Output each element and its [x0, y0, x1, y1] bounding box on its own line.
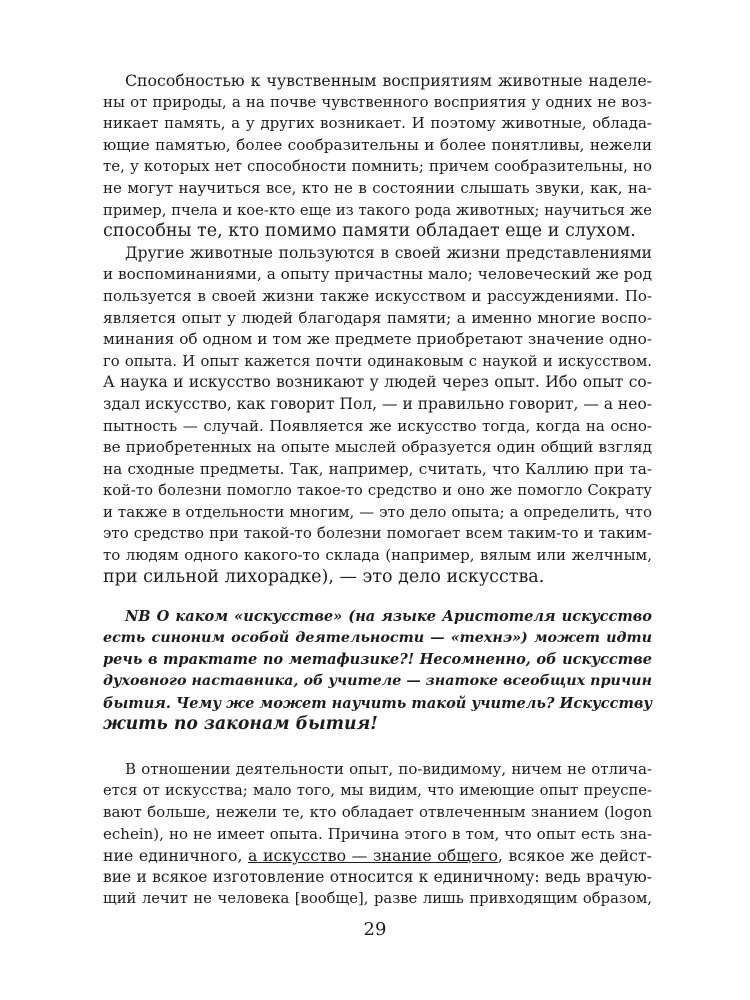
text-line: способны те, кто помимо памяти обладает еще и слухом.	[103, 221, 636, 242]
text-line: щий лечит не человека [вообще], разве лишь привходящим образом,	[103, 890, 652, 908]
text-line	[103, 845, 652, 867]
text-line: и также в отдельности многим, — это дело опыта; а определить, что	[103, 502, 652, 521]
text-line: на сходные предметы. Так, например, считать, что Каллию при та-	[103, 459, 652, 478]
note-line: NB О каком «искусстве» (на языке Аристотеля искусство	[125, 608, 652, 626]
text-segment: ние единичного,	[103, 846, 249, 866]
text-line: кой-то болезни помогло такое-то средство и оно же помогло Сократу	[103, 482, 652, 500]
note-line: жить по законам бытия!	[103, 714, 378, 735]
note-line: речь в трактате по метафизике?! Несомненно, об искусстве	[103, 651, 652, 669]
text-line: не могут научиться все, кто не в состоянии слышать звуки, как, на-	[103, 178, 652, 197]
paragraph-1	[103, 70, 652, 243]
text-line: ется от искусства; мало того, мы видим, что имеющие опыт преуспе-	[103, 782, 652, 800]
text-line: В отношении деятельности опыт, по-видимому, ничем не отлича-	[125, 759, 652, 778]
text-line: минания об одном и том же предмете приобретают значение одно-	[103, 330, 652, 349]
paragraph-2	[103, 243, 652, 589]
text-line: пользуется в своей жизни также искусством и рассуждениями. По-	[103, 286, 652, 305]
text-segment: , всякое же дейст-	[497, 846, 652, 866]
text-line: и воспоминаниями, а опыту причастны мало; человеческий же род	[103, 265, 652, 284]
paragraph-4	[103, 759, 652, 910]
text-line: то людям одного какого-то склада (например, вялым или желчным,	[103, 546, 652, 565]
text-line: ющие памятью, более сообразительны и более понятливы, нежели	[103, 135, 652, 154]
note-line: духовного наставника, об учителе — знатоке всеобщих причин	[103, 673, 652, 690]
text-line: вают больше, нежели те, кто обладает отвлеченным знанием (logon	[103, 803, 652, 821]
note-line: бытия. Чему же может научить такой учитель? Искусству	[103, 694, 653, 712]
text-line: никает память, а у других возникает. И поэтому животные, облада-	[103, 114, 652, 133]
text-line: пытность — случай. Появляется же искусство тогда, когда на осно-	[103, 416, 652, 435]
note-line: есть синоним особой деятельности — «технэ») может идти	[103, 629, 652, 646]
text-line: пример, пчела и кое-кто еще из такого рода животных; научиться же	[103, 201, 652, 219]
text-line: те, у которых нет способности помнить; причем сообразительны, но	[103, 157, 652, 176]
page-number: 29	[363, 919, 387, 940]
text-line: А наука и искусство возникают у людей через опыт. Ибо опыт со-	[103, 373, 652, 392]
nb-note	[103, 606, 652, 736]
text-line: Другие животные пользуются в своей жизни представлениями	[125, 243, 652, 262]
text-line: вие и всякое изготовление относится к единичному: ведь врачую-	[103, 867, 652, 886]
text-line: ны от природы, а на почве чувственного восприятия у одних не воз-	[103, 92, 652, 111]
text-line: ве приобретенных на опыте мыслей образуется один общий взгляд	[103, 438, 652, 457]
text-line: это средство при такой-то болезни помогает всем таким-то и таким-	[103, 524, 652, 543]
underlined-phrase: а искусство — знание общего	[248, 846, 498, 866]
text-line: Способностью к чувственным восприятиям животные наделе-	[125, 71, 652, 90]
text-line: echein), но не имеет опыта. Причина этого в том, что опыт есть зна-	[103, 824, 652, 843]
text-line: здал искусство, как говорит Пол, — и правильно говорит, — а нео-	[103, 394, 653, 413]
text-line: при сильной лихорадке), — это дело искусства.	[103, 566, 545, 587]
text-line: го опыта. И опыт кажется почти одинаковым с наукой и искусством.	[103, 352, 652, 370]
page-content	[103, 70, 652, 910]
text-line: является опыт у людей благодаря памяти; а именно многие воспо-	[103, 308, 652, 327]
